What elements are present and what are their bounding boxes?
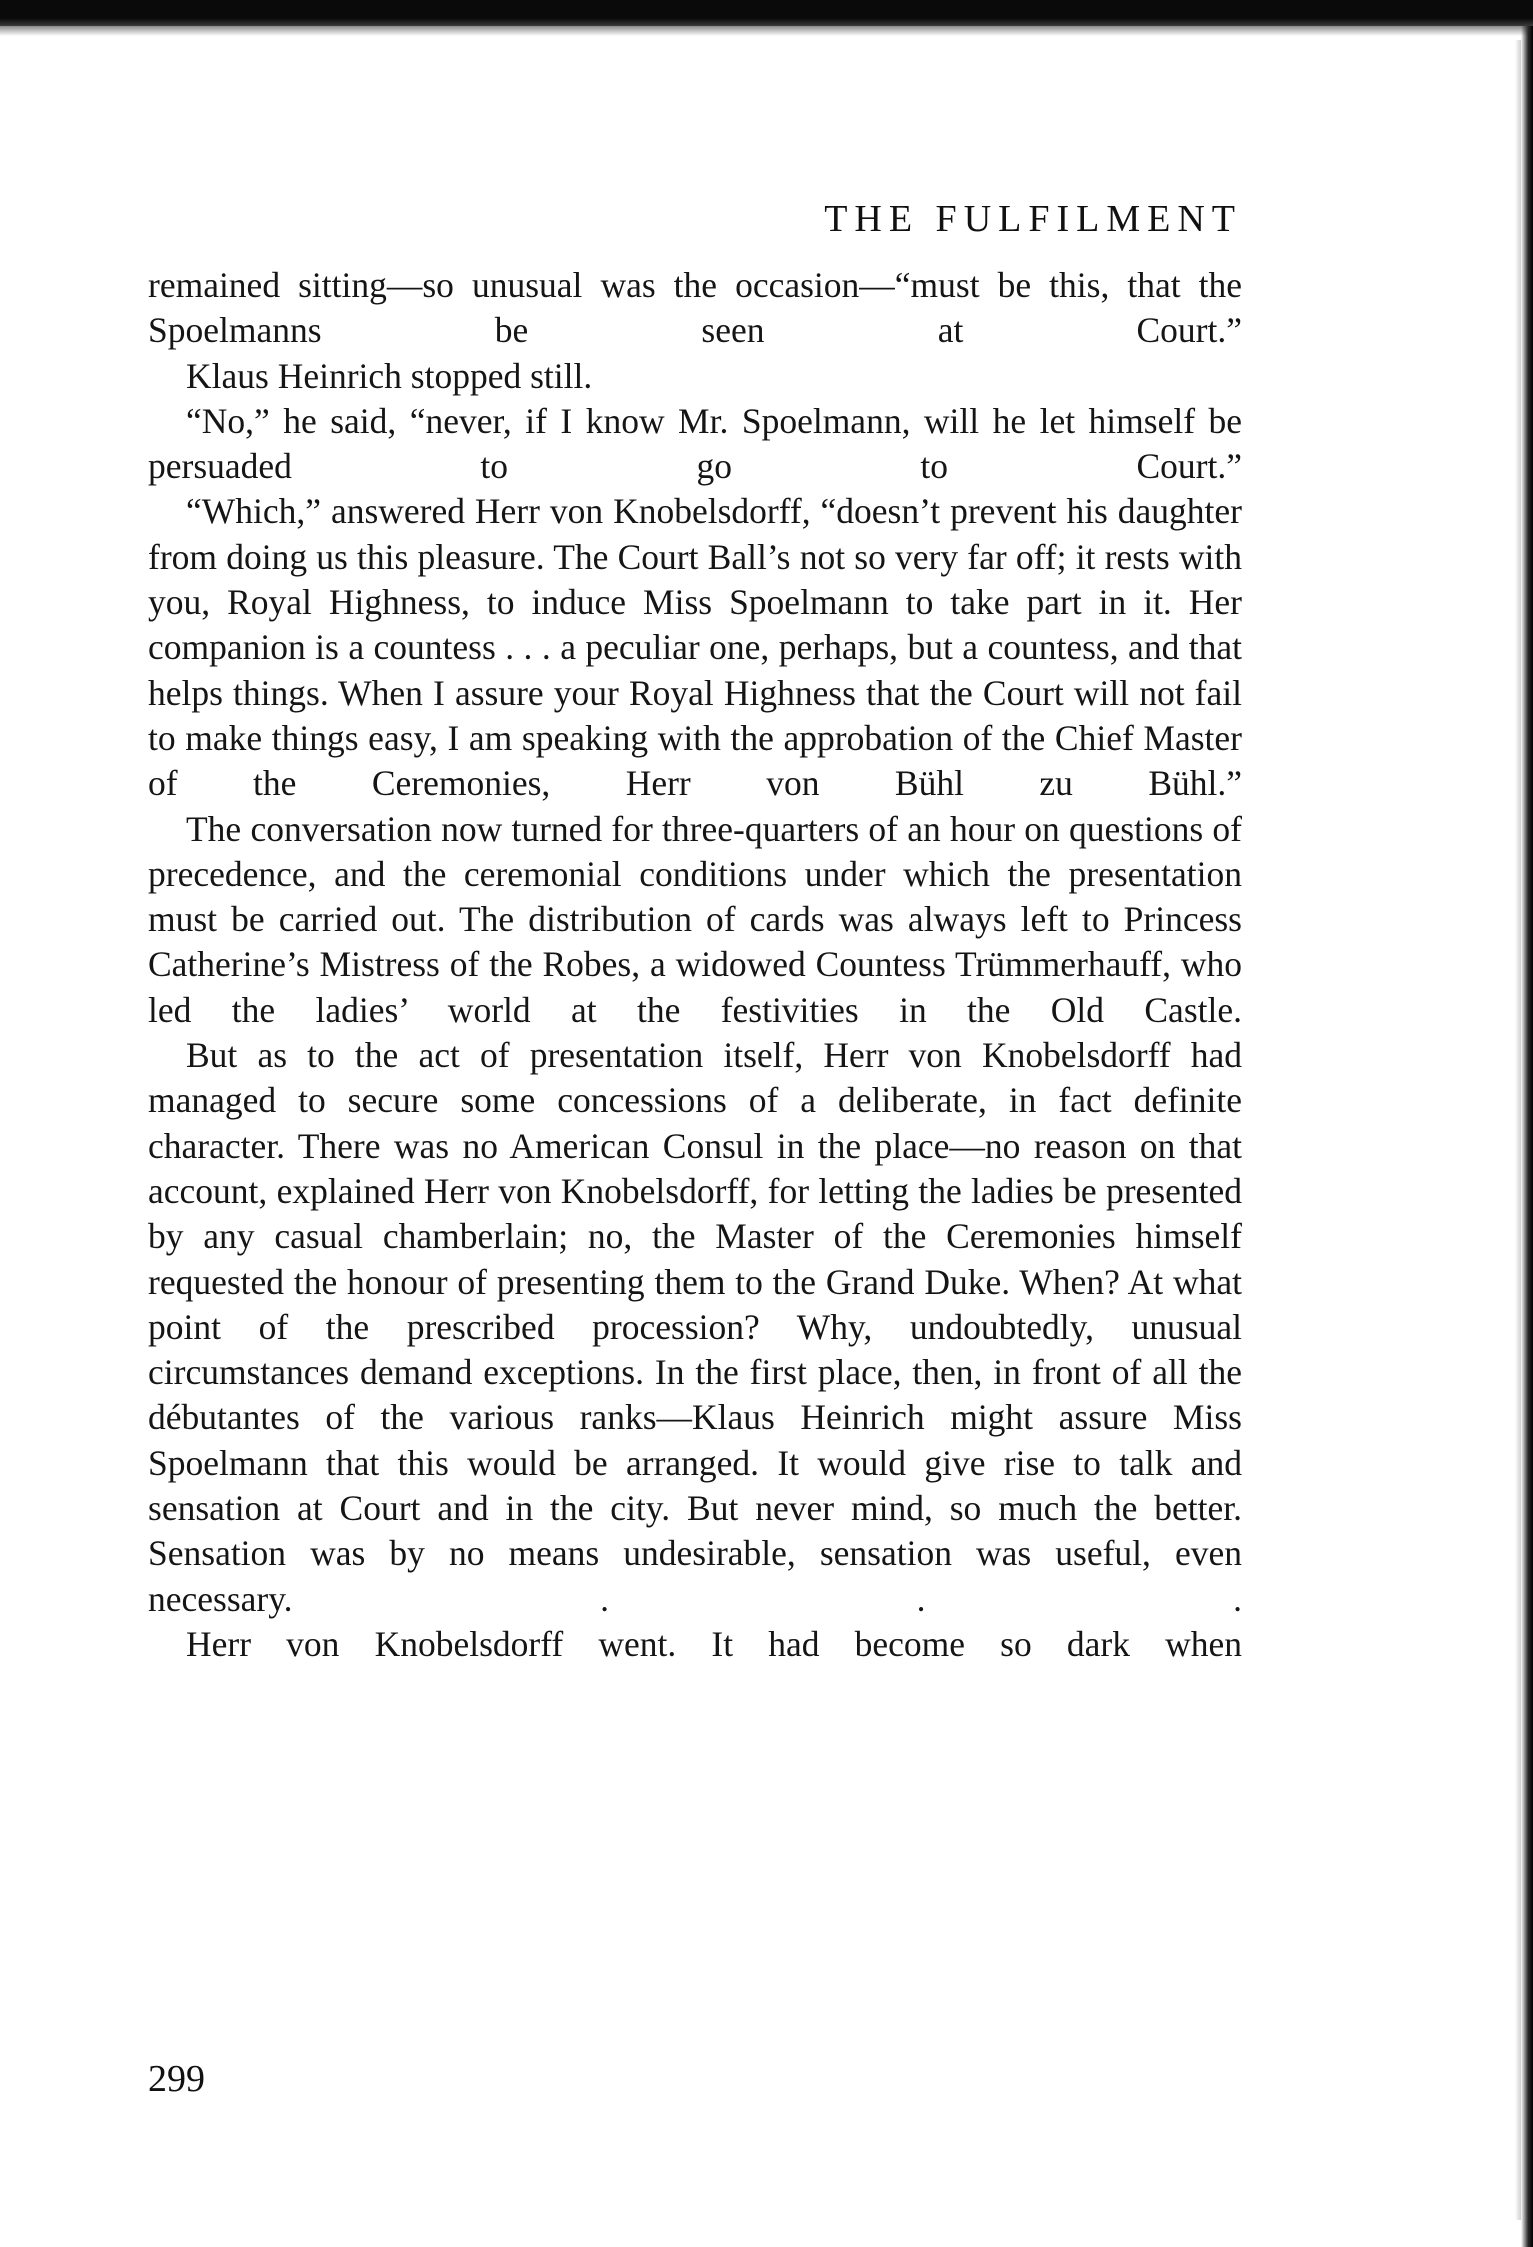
page-number: 299 xyxy=(148,2058,205,2100)
paragraph-6: But as to the act of presentation itself, Herr von Knobelsdorff had managed to secure some concessions of a deliberate, in fact definite character. There was no American Consul in the place—no reason on that account, explained Herr von Knobelsdorff, for letting the ladies be presented by any casual chamberlain; no, the Master of the Ceremonies himself requested the honour of presenting them to the Grand Duke. When? At what point of the prescribed procession? Why, undoubtedly, unusual circumstances demand exceptions. In the first place, then, in front of all the débutantes of the various ranks—Klaus Heinrich might assure Miss Spoelmann that this would be arranged. It would give rise to talk and sensation at Court and in the city. But never mind, so much the better. Sensation was by no means undesirable, sensation was useful, even necessary. . . . xyxy=(148,1035,1242,1619)
paragraph-5: The conversation now turned for three-quarters of an hour on questions of precedence, and the ceremonial conditions under which the presentation must be carried out. The distribution of cards was always left to Princess Catherine’s Mistress of the Robes, a widowed Countess Trümmerhauff, who led the ladies’ world at the festivities in the Old Castle. xyxy=(148,808,1242,1030)
paragraph-4: “Which,” answered Herr von Knobelsdorff, “doesn’t prevent his daughter from doing us this pleasure. The Court Ball’s not so very far off; it rests with you, Royal Highness, to induce Miss Spoelmann to take part in it. Her companion is a countess . . . a peculiar one, perhaps, but a countess, and that helps things. When I assure your Royal Highness that the Court will not fail to make things easy, I am speaking with the approbation of the Chief Master of the Ceremonies, Herr von Bühl zu Bühl.” xyxy=(148,491,1242,804)
scan-top-border xyxy=(0,0,1533,26)
paragraph-3: “No,” he said, “never, if I know Mr. Spoelmann, will he let himself be persuaded to go to Court.” xyxy=(148,400,1242,487)
running-head: THE FULFILMENT xyxy=(824,198,1242,240)
scan-top-shadow xyxy=(0,26,1533,36)
scan-right-edge xyxy=(1521,26,1533,2247)
body-text xyxy=(148,263,1242,1667)
scan-right-shadow xyxy=(1515,40,1521,2220)
paragraph-7: Herr von Knobelsdorff went. It had become so dark when xyxy=(186,1623,1242,1664)
paragraph-2: Klaus Heinrich stopped still. xyxy=(186,355,593,396)
paragraph-1: remained sitting—so unusual was the occasion—“must be this, that the Spoelmanns be seen at Court.” xyxy=(148,265,1242,351)
